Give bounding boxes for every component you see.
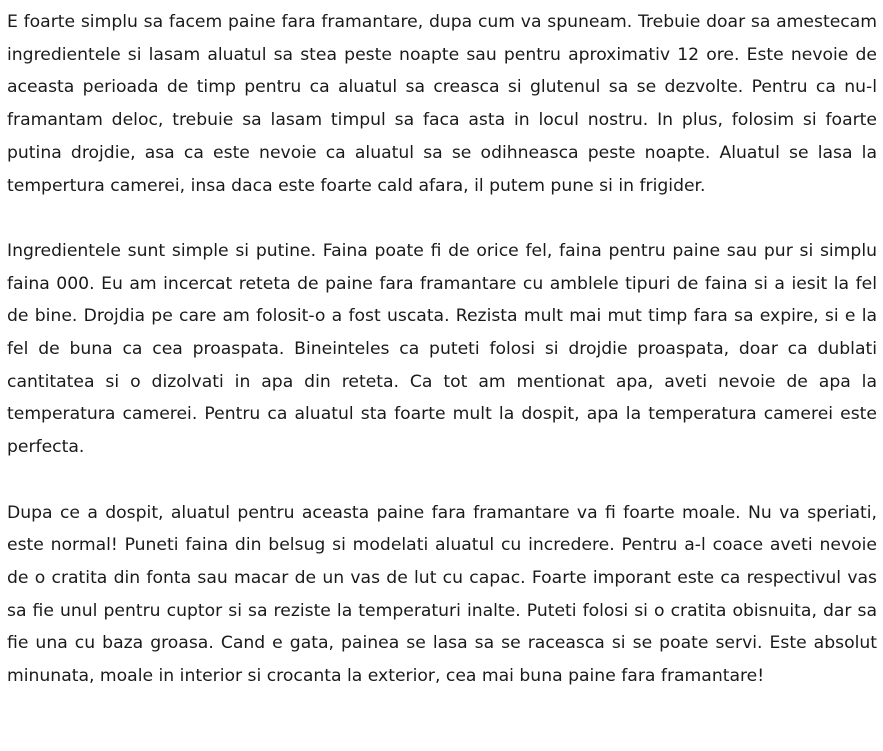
paragraph-method: E foarte simplu sa facem paine fara framantare, dupa cum va spuneam. Trebuie doar sa amestecam ingredientele si lasam aluatul sa stea peste noapte sau pentru aproximativ 12 ore. Este nevoie de aceasta perioada de timp pentru ca aluatul sa creasca si glutenul sa se dezvolte. Pentru ca nu-l framantam deloc, trebuie sa lasam timpul sa faca asta in locul nostru. In plus, folosim si foarte putina drojdie, asa ca este nevoie ca aluatul sa se odihneasca peste noapte. Aluatul se lasa la tempertura camerei, insa daca este foarte cald afara, il putem pune si in frigider. <box>7 12 877 196</box>
paragraph-ingredients: Ingredientele sunt simple si putine. Faina poate fi de orice fel, faina pentru paine sau pur si simplu faina 000. Eu am incercat reteta de paine fara framantare cu amblele tipuri de faina si a iesit la fel de bine. Drojdia pe care am folosit-o a fost uscata. Rezista mult mai mut timp fara sa expire, si e la fel de buna ca cea proaspata. Bineinteles ca puteti folosi si drojdie proaspata, doar ca dublati cantitatea si o dizolvati in apa din reteta. Ca tot am mentionat apa, aveti nevoie de apa la temperatura camerei. Pentru ca aluatul sta foarte mult la dospit, apa la temperatura camerei este perfecta. <box>7 240 877 458</box>
paragraph-baking: Dupa ce a dospit, aluatul pentru aceasta paine fara framantare va fi foarte moale. Nu va speriati, este normal! Puneti faina din belsug si modelati aluatul cu incredere. Pentru a-l coace aveti nevoie de o cratita din fonta sau macar de un vas de lut cu capac. Foarte imporant este ca respectivul vas sa fie unul pentru cuptor si sa reziste la temperaturi inalte. Puteti folosi si o cratita obisnuita, dar sa fie una cu baza groasa. Cand e gata, painea se lasa sa se raceasca si se poate servi. Este absolut minunata, moale in interior si crocanta la exterior, cea mai buna paine fara framantare! <box>7 502 877 687</box>
article-body <box>7 6 877 693</box>
